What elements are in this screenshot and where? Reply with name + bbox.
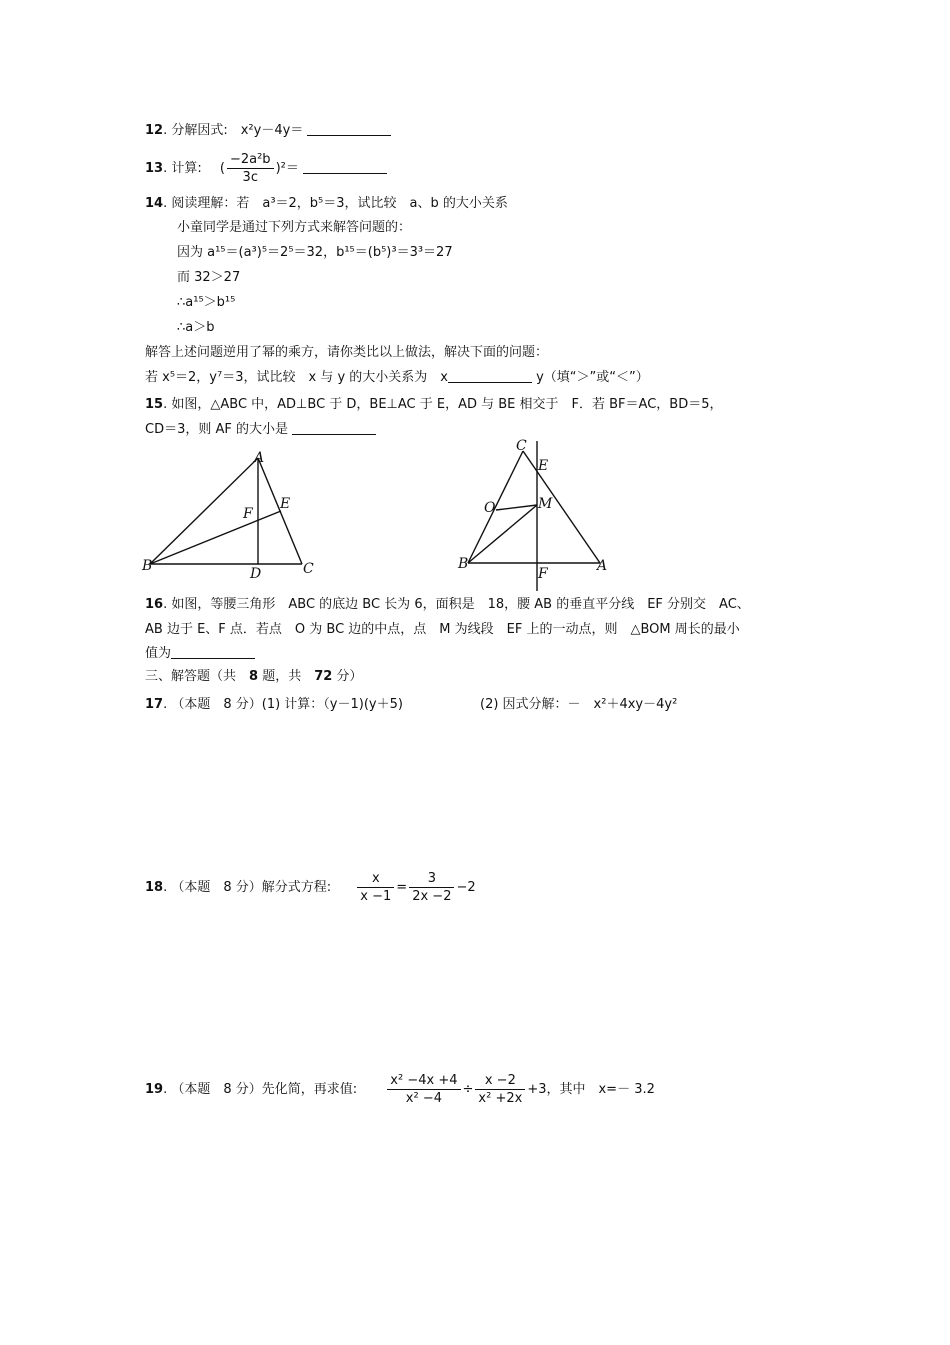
fraction: [357, 870, 394, 905]
question-text: . 计算:: [163, 161, 202, 176]
question-16-line2: AB 边于 E、F 点．若点 O 为 BC 边的中点，点 M 为线段 EF 上的一动点，则 △BOM 周长的最小: [145, 622, 740, 637]
point-label-a: A: [254, 450, 265, 466]
question-16-line3: [145, 645, 255, 663]
question-number: 12: [145, 123, 164, 138]
equals-sign: =: [396, 880, 408, 895]
reading-line: ∴a¹⁵＞b¹⁵: [177, 295, 236, 310]
fraction-denominator: x² +2x: [478, 1091, 523, 1106]
question-text: . （本题 8 分）先化简，再求值:: [163, 1082, 358, 1097]
question-number: 14: [145, 196, 164, 211]
question-number: 16: [145, 597, 164, 612]
fraction-numerator: x² −4x +4: [387, 1072, 460, 1090]
answer-blank[interactable]: [307, 122, 391, 136]
question-12: [145, 122, 391, 140]
question-15-line2: [145, 421, 376, 439]
divide-sign: ÷: [462, 1082, 474, 1097]
point-label-a: A: [597, 558, 608, 574]
point-label-b: B: [458, 556, 469, 572]
question-text: . 如图，△ABC 中，AD⊥BC 于 D，BE⊥AC 于 E，AD 与 BE 相交于 F．若 BF＝AC，BD＝5，: [163, 397, 723, 412]
point-label-m: M: [538, 496, 553, 512]
fraction: [227, 151, 274, 186]
question-number: 15: [145, 397, 164, 412]
fraction: [409, 870, 454, 905]
question-text: . （本题 8 分）解分式方程:: [163, 880, 332, 895]
point-label-b: B: [142, 558, 153, 574]
point-label-e: E: [538, 458, 549, 474]
plus-term: +3: [527, 1082, 547, 1097]
question-text: . 分解因式: x²y－4y＝: [163, 123, 304, 138]
question-tail: ，其中 x=－ 3.2: [546, 1082, 655, 1097]
section-heading: 三、解答题（共 8 题，共 72 分）: [145, 669, 363, 684]
fraction-numerator: −2a²b: [227, 151, 274, 169]
question-number: 13: [145, 161, 164, 176]
fraction-denominator: x² −4: [405, 1091, 442, 1106]
point-label-c: C: [516, 438, 527, 454]
question-text: . 如图，等腰三角形 ABC 的底边 BC 长为 6，面积是 18，腰 AB 的垂直平分线 EF 分别交 AC、: [163, 597, 750, 612]
point-label-d: D: [250, 566, 262, 582]
point-label-f: F: [538, 566, 548, 582]
fraction-denominator: 3c: [242, 170, 258, 185]
fraction-denominator: 2x −2: [412, 889, 452, 904]
question-number: 17: [145, 697, 164, 712]
question-tail: −2: [456, 880, 476, 895]
fraction-numerator: x −2: [475, 1072, 525, 1090]
fraction-numerator: x: [357, 870, 394, 888]
fraction: [475, 1072, 525, 1107]
answer-blank[interactable]: [448, 369, 532, 383]
reading-line: 解答上述问题逆用了幂的乘方，请你类比以上做法，解决下面的问题：: [145, 345, 549, 360]
answer-blank[interactable]: [303, 160, 387, 174]
question-14-ask: [145, 369, 649, 387]
point-label-c: C: [303, 561, 314, 577]
fraction: [387, 1072, 460, 1107]
question-text: CD＝3，则 AF 的大小是: [145, 422, 288, 437]
reading-line: 因为 a¹⁵＝(a³)⁵＝2⁵＝32，b¹⁵＝(b⁵)³＝3³＝27: [177, 245, 453, 260]
figure-triangle-abc: [138, 448, 328, 583]
question-text: y（填“＞”或“＜”）: [531, 370, 649, 385]
answer-blank[interactable]: [292, 421, 376, 435]
question-16: [145, 596, 750, 614]
question-15: [145, 396, 722, 414]
question-text: . （本题 8 分）(1) 计算：（y－1)(y＋5): [163, 697, 403, 712]
question-14: [145, 195, 508, 213]
answer-blank[interactable]: [171, 645, 255, 659]
question-19: [145, 1072, 655, 1107]
reading-line: 小童同学是通过下列方式来解答问题的：: [177, 220, 412, 235]
point-label-o: O: [484, 500, 496, 516]
question-text: 值为: [145, 646, 172, 661]
question-17: [145, 696, 403, 714]
fraction-numerator: 3: [409, 870, 454, 888]
fraction-denominator: x −1: [360, 889, 392, 904]
point-label-f: F: [243, 506, 253, 522]
reading-line: 而 32＞27: [177, 270, 241, 285]
question-text: 若 x⁵＝2，y⁷＝3，试比较 x 与 y 的大小关系为 x: [145, 370, 448, 385]
question-number: 18: [145, 880, 164, 895]
question-17-part2: (2) 因式分解：－ x²＋4xy－4y²: [480, 697, 678, 712]
question-tail: )²＝: [275, 161, 299, 176]
question-18: [145, 870, 476, 905]
reading-line: ∴a＞b: [177, 320, 215, 335]
question-text: . 阅读理解：若 a³＝2，b⁵＝3，试比较 a、b 的大小关系: [163, 196, 508, 211]
question-13: 13. 计算: ( $\frac{\text{−2a²b}}{3c}$ )²＝: [145, 151, 387, 186]
point-label-e: E: [280, 496, 291, 512]
question-number: 19: [145, 1082, 164, 1097]
figure-isosceles-triangle: [450, 436, 615, 596]
